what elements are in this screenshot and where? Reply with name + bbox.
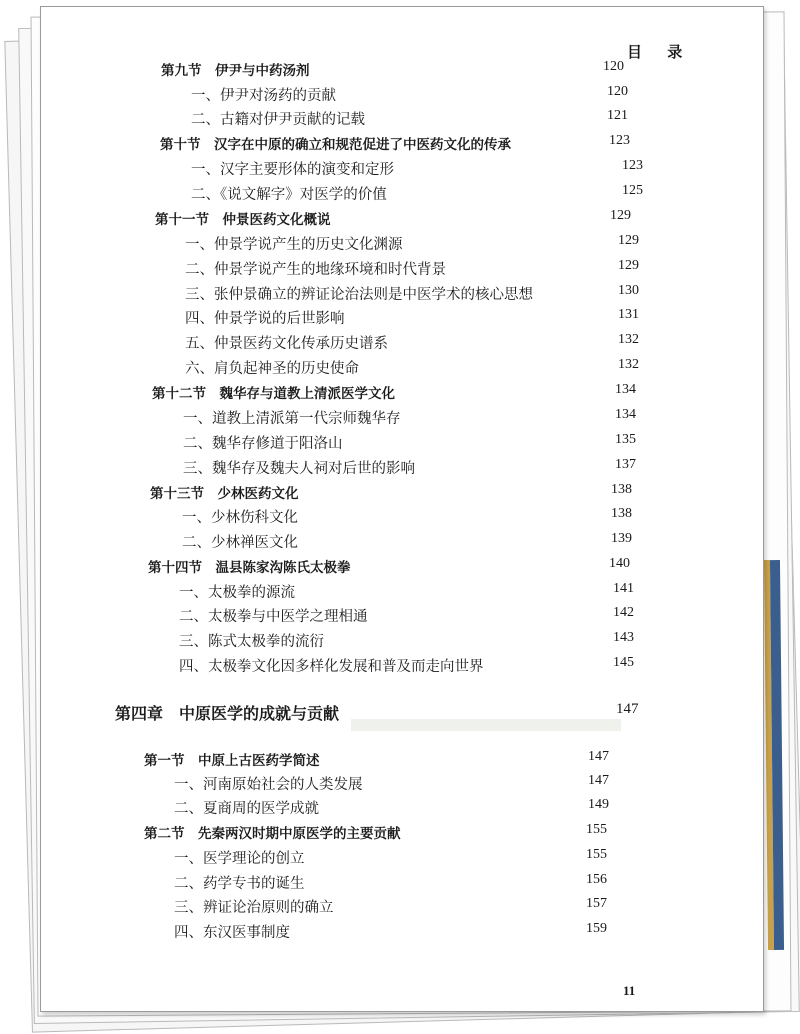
- toc-entry-title: 一、伊尹对汤药的贡献: [191, 88, 336, 104]
- toc-entry-title: 三、辨证论治原则的确立: [174, 900, 334, 916]
- toc-entry-title: 三、张仲景确立的辨证论治法则是中医学术的核心思想: [185, 287, 533, 303]
- toc-entry-page: 123: [622, 158, 643, 173]
- page-header-title: 目 录: [627, 43, 693, 61]
- toc-entry-title: 二、夏商周的医学成就: [174, 801, 319, 817]
- toc-entry-title: 第十一节 仲景医药文化概说: [155, 212, 331, 228]
- toc-entry-page: 157: [586, 896, 607, 911]
- toc-entry-page: 123: [609, 133, 630, 148]
- toc-entry-page: 121: [607, 108, 628, 123]
- toc-entry-title: 一、少林伤科文化: [182, 510, 298, 526]
- toc-entry-page: 129: [618, 258, 639, 273]
- toc-entry-title: 三、陈式太极拳的流衍: [179, 634, 324, 650]
- toc-entry-title: 第十四节 温县陈家沟陈氏太极拳: [148, 560, 351, 576]
- toc-entry-page: 120: [603, 59, 624, 74]
- toc-entry-page: 129: [610, 208, 631, 223]
- toc-entry-page: 138: [611, 482, 632, 497]
- toc-entry-page: 142: [613, 605, 634, 620]
- toc-entry-title: 二、古籍对伊尹贡献的记载: [191, 112, 365, 128]
- toc-entry-page: 134: [615, 407, 636, 422]
- toc-entry-page: 131: [618, 307, 639, 322]
- toc-entry-title: 第十二节 魏华存与道教上清派医学文化: [152, 386, 395, 402]
- toc-entry-title: 第一节 中原上古医药学简述: [144, 753, 320, 769]
- toc-entry-title: 三、魏华存及魏夫人祠对后世的影响: [183, 461, 415, 477]
- toc-entry-page: 120: [607, 84, 628, 99]
- toc-entry-title: 第九节 伊尹与中药汤剂: [161, 63, 310, 79]
- toc-entry-page: 137: [615, 457, 636, 472]
- toc-entry-title: 四、仲景学说的后世影响: [185, 311, 345, 327]
- toc-entry-page: 125: [622, 183, 643, 198]
- show-through-shadow: [351, 719, 621, 731]
- toc-entry-page: 140: [609, 556, 630, 571]
- toc-entry-title: 四、东汉医事制度: [174, 925, 290, 941]
- toc-entry-page: 138: [611, 506, 632, 521]
- toc-entry-title: 二、太极拳与中医学之理相通: [179, 609, 368, 625]
- toc-entry-title: 第十三节 少林医药文化: [150, 486, 299, 502]
- toc-entry-page: 149: [588, 797, 609, 812]
- toc-entry-title: 二、仲景学说产生的地缘环境和时代背景: [185, 262, 446, 278]
- toc-entry-page: 147: [588, 749, 609, 764]
- toc-entry-title: 一、太极拳的源流: [179, 585, 295, 601]
- toc-entry-page: 147: [616, 701, 639, 717]
- toc-entry-page: 159: [586, 921, 607, 936]
- toc-entry-page: 139: [611, 531, 632, 546]
- toc-entry-page: 134: [615, 382, 636, 397]
- toc-entry-title: 一、河南原始社会的人类发展: [174, 777, 363, 793]
- toc-entry-title: 六、肩负起神圣的历史使命: [185, 361, 359, 377]
- toc-entry-title: 二、《说文解字》对医学的价值: [191, 187, 387, 203]
- toc-entry-title: 第十节 汉字在中原的确立和规范促进了中医药文化的传承: [160, 137, 511, 153]
- toc-entry-title: 一、仲景学说产生的历史文化渊源: [185, 237, 403, 253]
- toc-entry-title: 第二节 先秦两汉时期中原医学的主要贡献: [144, 826, 401, 842]
- toc-entry-title: 二、药学专书的诞生: [174, 876, 305, 892]
- toc-entry-title: 二、少林禅医文化: [182, 535, 298, 551]
- toc-entry-page: 143: [613, 630, 634, 645]
- toc-entry-title: 五、仲景医药文化传承历史谱系: [185, 336, 388, 352]
- toc-entry-title: 一、医学理论的创立: [174, 851, 305, 867]
- toc-entry-page: 130: [618, 283, 639, 298]
- toc-entry-page: 129: [618, 233, 639, 248]
- toc-entry-page: 141: [613, 581, 634, 596]
- toc-entry-page: 135: [615, 432, 636, 447]
- toc-entry-page: 145: [613, 655, 634, 670]
- toc-entry-title: 第四章 中原医学的成就与贡献: [115, 704, 340, 723]
- toc-entry-page: 132: [618, 357, 639, 372]
- toc-entry-title: 一、道教上清派第一代宗师魏华存: [183, 411, 401, 427]
- toc-entry-page: 155: [586, 822, 607, 837]
- toc-entry-page: 156: [586, 872, 607, 887]
- toc-entry-page: 147: [588, 773, 609, 788]
- toc-page: [40, 6, 764, 1012]
- toc-entry-title: 一、汉字主要形体的演变和定形: [191, 162, 394, 178]
- toc-entry-title: 四、太极拳文化因多样化发展和普及而走向世界: [179, 659, 484, 675]
- toc-entry-page: 132: [618, 332, 639, 347]
- toc-entry-page: 155: [586, 847, 607, 862]
- page-number: 11: [623, 983, 636, 998]
- toc-entry-title: 二、魏华存修道于阳洛山: [183, 436, 343, 452]
